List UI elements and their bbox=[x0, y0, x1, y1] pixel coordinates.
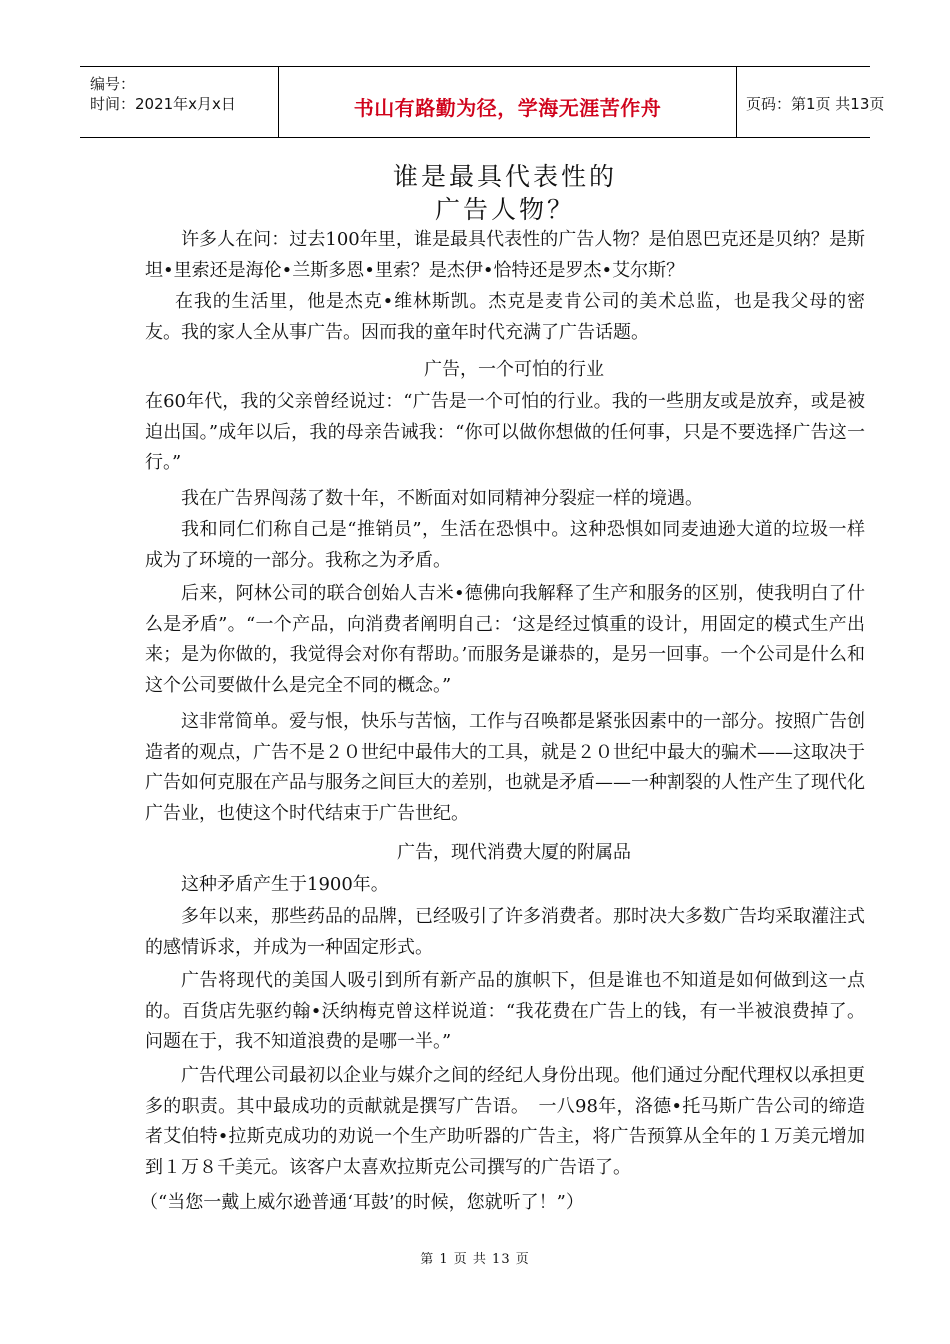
header-table bbox=[80, 66, 885, 138]
paragraph-2: 在我的生活里，他是杰克•维林斯凯。杰克是麦肯公司的美术总监，也是我父母的密友。我的家人全从事广告。因而我的童年时代充满了广告话题。 bbox=[145, 291, 865, 343]
date-label: 时间：2021年x月x日 bbox=[90, 95, 236, 113]
paragraph-9: 多年以来，那些药品的品牌，已经吸引了许多消费者。那时决大多数广告均采取灌注式的感情诉求，并成为一种固定形式。 bbox=[145, 906, 865, 958]
paragraph-4: 我在广告界闯荡了数十年，不断面对如同精神分裂症一样的境遇。 bbox=[181, 488, 703, 509]
paragraph-8: 这种矛盾产生于1900年。 bbox=[181, 874, 389, 895]
motto: 书山有路勤为径，学海无涯苦作舟 bbox=[353, 96, 662, 120]
header-page-cell bbox=[738, 67, 885, 137]
header-motto-cell bbox=[278, 67, 737, 137]
subheading-2: 广告，现代消费大厦的附属品 bbox=[397, 842, 631, 863]
paragraph-11: 广告代理公司最初以企业与媒介之间的经纪人身份出现。他们通过分配代理权以承担更多的职责。其中最成功的贡献就是撰写广告语。 一八98年，洛德•托马斯广告公司的缔造者艾伯特•拉斯克成功的劝说一个生产助听器的广告主，将广告预算从全年的１万美元增加到１万８千美元。该客户太喜欢拉斯克公司撰写的广告语了。 bbox=[145, 1065, 865, 1178]
page-footer: 第 1 页 共 13 页 bbox=[420, 1252, 530, 1267]
number-label: 编号： bbox=[90, 75, 136, 93]
paragraph-6: 后来，阿林公司的联合创始人吉米•德佛向我解释了生产和服务的区别，使我明白了什么是矛盾”。“一个产品，向消费者阐明自己：‘这是经过慎重的设计，用固定的模式生产出来；是为你做的，我觉得会对你有帮助。’而服务是谦恭的，是另一回事。一个公司是什么和这个公司要做什么是完全不同的概念。” bbox=[145, 583, 865, 696]
subheading-1: 广告，一个可怕的行业 bbox=[424, 359, 604, 380]
header-meta-cell bbox=[80, 67, 276, 137]
paragraph-12: （“当您一戴上威尔逊普通‘耳鼓’的时候，您就听了！”） bbox=[140, 1192, 584, 1213]
paragraph-5: 我和同仁们称自己是“推销员”，生活在恐惧中。这种恐惧如同麦迪逊大道的垃圾一样成为了环境的一部分。我称之为矛盾。 bbox=[145, 519, 865, 571]
paragraph-3: 在60年代，我的父亲曾经说过：“广告是一个可怕的行业。我的一些朋友或是放弃，或是被迫出国。”成年以后，我的母亲告诫我：“你可以做你想做的任何事，只是不要选择广告这一行。” bbox=[145, 391, 865, 474]
title-line-1: 谁是最具代表性的 bbox=[392, 162, 617, 191]
paragraph-7: 这非常简单。爱与恨，快乐与苦恼，工作与召唤都是紧张因素中的一部分。按照广告创造者的观点，广告不是２０世纪中最伟大的工具，就是２０世纪中最大的骗术——这取决于广告如何克服在产品与服务之间巨大的差别，也就是矛盾——一种割裂的人性产生了现代化广告业，也使这个时代结束于广告世纪。 bbox=[145, 711, 865, 824]
page-label: 页码：第1页 共13页 bbox=[746, 95, 885, 113]
paragraph-1: 许多人在问：过去100年里，谁是最具代表性的广告人物？是伯恩巴克还是贝纳？是斯坦•里索还是海伦•兰斯多恩•里索？是杰伊•恰特还是罗杰•艾尔斯？ bbox=[145, 229, 865, 281]
paragraph-10: 广告将现代的美国人吸引到所有新产品的旗帜下，但是谁也不知道是如何做到这一点的。百货店先驱约翰•沃纳梅克曾这样说道：“我花费在广告上的钱，有一半被浪费掉了。问题在于，我不知道浪费的是哪一半。” bbox=[145, 970, 865, 1053]
title-line-2: 广告人物？ bbox=[434, 195, 575, 224]
